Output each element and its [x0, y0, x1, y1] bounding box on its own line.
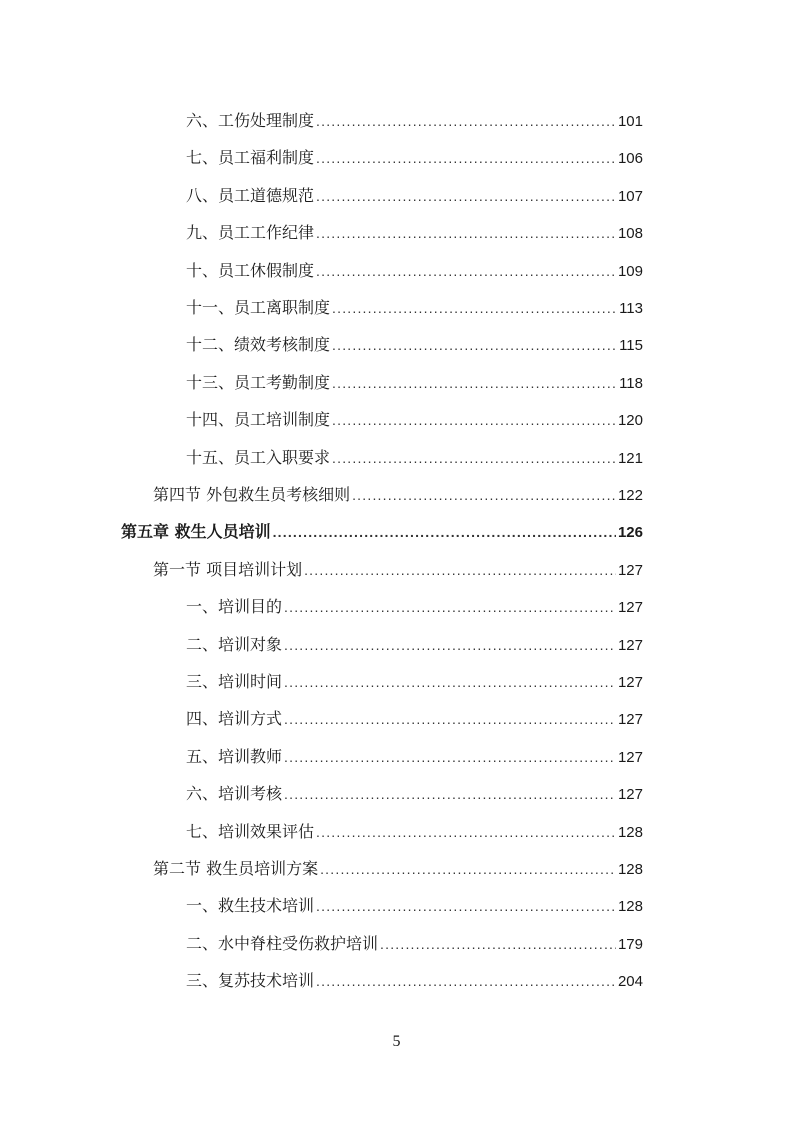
toc-entry-label: 一、救生技术培训	[186, 896, 315, 916]
toc-entry[interactable]	[186, 332, 643, 356]
toc-entry-page: 109	[617, 262, 643, 280]
toc-entry-label: 第二节 救生员培训方案	[153, 859, 319, 878]
dot-leader	[332, 375, 617, 391]
toc-entry-page: 127	[617, 636, 643, 654]
dot-leader	[332, 300, 617, 316]
toc-entry-page: 127	[617, 674, 643, 691]
toc-entry[interactable]	[186, 295, 643, 319]
toc-entry-label: 二、水中脊柱受伤救护培训	[186, 933, 379, 953]
toc-entry[interactable]	[186, 445, 643, 469]
toc-entry[interactable]	[121, 519, 643, 543]
toc-entry[interactable]	[186, 108, 643, 132]
toc-entry[interactable]	[186, 968, 643, 992]
toc-entry[interactable]	[153, 856, 643, 880]
dot-leader	[284, 599, 616, 615]
toc-entry[interactable]	[186, 931, 643, 955]
dot-leader	[316, 113, 616, 129]
dot-leader	[316, 898, 616, 914]
dot-leader	[316, 150, 616, 166]
toc-entry[interactable]	[186, 706, 643, 730]
toc-entry-page: 115	[619, 337, 643, 355]
toc-entry[interactable]	[186, 669, 643, 693]
toc-entry-page: 121	[617, 449, 643, 467]
dot-leader	[380, 936, 616, 952]
toc-entry-label: 九、员工工作纪律	[186, 223, 315, 243]
toc-entry[interactable]	[186, 220, 643, 244]
toc-entry-page: 204	[617, 973, 643, 991]
toc-entry-label: 十二、绩效考核制度	[186, 335, 331, 355]
toc-entry-label: 十四、员工培训制度	[186, 410, 331, 430]
toc-entry-page: 122	[617, 487, 643, 504]
toc-entry-page: 128	[617, 823, 643, 841]
dot-leader	[284, 786, 616, 802]
toc-entry[interactable]	[186, 258, 643, 282]
toc-entry[interactable]	[186, 744, 643, 768]
toc-entry[interactable]	[186, 407, 643, 431]
toc-entry-label: 六、工伤处理制度	[186, 111, 315, 130]
toc-entry-label: 十三、员工考勤制度	[186, 372, 331, 392]
toc-entry-page: 120	[617, 412, 643, 430]
toc-entry-page: 127	[617, 599, 643, 617]
toc-entry[interactable]	[186, 632, 643, 656]
toc-entry[interactable]	[186, 183, 643, 207]
toc-entry-label: 七、员工福利制度	[186, 148, 315, 168]
toc-entry-label: 二、培训对象	[186, 634, 283, 654]
dot-leader	[304, 562, 616, 578]
toc-entry-label: 十一、员工离职制度	[186, 298, 331, 317]
dot-leader	[284, 674, 616, 690]
toc-entry[interactable]	[153, 557, 643, 581]
dot-leader	[284, 637, 616, 653]
toc-entry-label: 十五、员工入职要求	[186, 447, 331, 467]
page-number: 5	[392, 1033, 401, 1050]
dot-leader	[273, 524, 616, 540]
dot-leader	[316, 225, 616, 241]
toc-entry-label: 八、员工道德规范	[186, 185, 315, 205]
dot-leader	[352, 487, 616, 503]
toc-entry-page: 118	[619, 374, 643, 392]
toc-entry-label: 三、培训时间	[186, 672, 283, 691]
toc-entry[interactable]	[186, 893, 643, 917]
toc-entry-page: 179	[617, 935, 643, 953]
toc-entry-page: 106	[617, 150, 643, 168]
toc-entry-label: 五、培训教师	[186, 746, 283, 766]
toc-entry-label: 第五章 救生人员培训	[121, 522, 271, 542]
toc-entry-page: 127	[617, 786, 643, 804]
dot-leader	[284, 749, 616, 765]
dot-leader	[316, 973, 616, 989]
dot-leader	[332, 450, 616, 466]
dot-leader	[316, 263, 616, 279]
dot-leader	[332, 412, 616, 428]
dot-leader	[316, 188, 616, 204]
toc-entry-label: 四、培训方式	[186, 709, 283, 729]
toc-entry[interactable]	[186, 819, 643, 843]
toc-entry-page: 126	[617, 524, 643, 542]
dot-leader	[320, 861, 616, 877]
toc-entry-page: 127	[617, 748, 643, 766]
toc-entry-page: 128	[617, 898, 643, 916]
toc-entry-label: 七、培训效果评估	[186, 821, 315, 841]
toc-entry-page: 128	[617, 861, 643, 878]
toc-entry[interactable]	[186, 594, 643, 618]
toc-entry-page: 101	[617, 113, 643, 130]
dot-leader	[316, 824, 616, 840]
toc-entry-page: 127	[617, 561, 643, 579]
toc-entry-page: 108	[617, 225, 643, 243]
toc-entry[interactable]	[186, 370, 643, 394]
toc-entry[interactable]	[186, 781, 643, 805]
toc-entry[interactable]	[186, 145, 643, 169]
toc-entry-label: 十、员工休假制度	[186, 260, 315, 280]
dot-leader	[332, 337, 617, 353]
toc-entry-label: 第四节 外包救生员考核细则	[153, 485, 351, 504]
toc-entry-page: 107	[617, 187, 643, 205]
toc-entry-page: 127	[617, 711, 643, 729]
toc-entry-label: 三、复苏技术培训	[186, 971, 315, 991]
toc-entry-label: 第一节 项目培训计划	[153, 559, 303, 579]
toc-entry[interactable]	[153, 482, 643, 506]
toc-entry-label: 六、培训考核	[186, 784, 283, 804]
toc-entry-page: 113	[619, 300, 643, 317]
dot-leader	[284, 711, 616, 727]
toc-entry-label: 一、培训目的	[186, 597, 283, 617]
